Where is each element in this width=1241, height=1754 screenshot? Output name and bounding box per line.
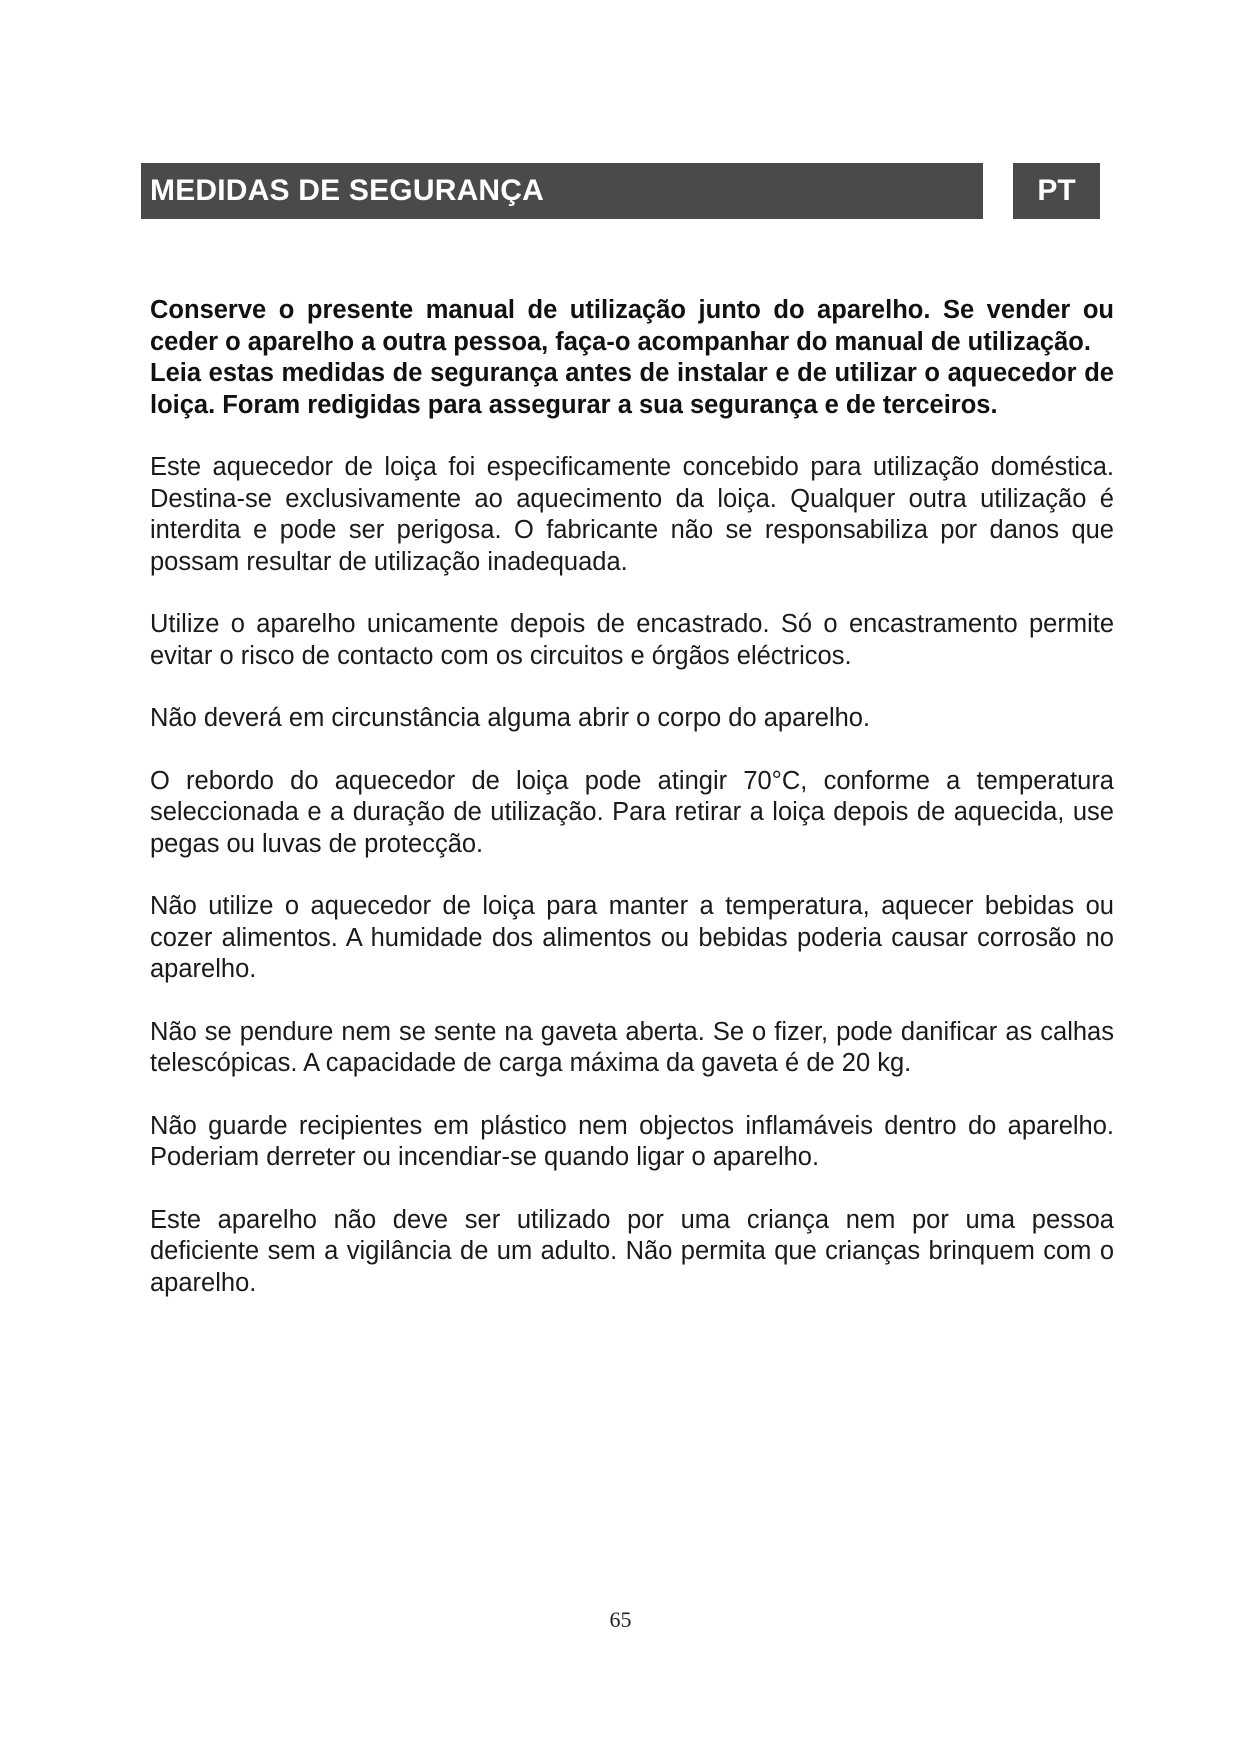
paragraph-no-plastics: Não guarde recipientes em plástico nem objectos inflamáveis dentro do aparelho. Poderiam derreter ou incendiar-se quando ligar o aparelho.	[150, 1111, 1114, 1171]
page-number: 65	[609, 1607, 632, 1632]
intro-paragraph-keep-manual: Conserve o presente manual de utilização junto do aparelho. Se vender ou ceder o aparelho a outra pessoa, faça-o acompanhar do manual de utilização.	[150, 296, 1114, 356]
paragraph-drawer-load: Não se pendure nem se sente na gaveta aberta. Se o fizer, pode danificar as calhas telescópicas. A capacidade de carga máxima da gaveta é de 20 kg.	[150, 1017, 1114, 1077]
intro-paragraph-read-safety: Leia estas medidas de segurança antes de instalar e de utilizar o aquecedor de loiça. Foram redigidas para assegurar a sua segurança e de terceiros.	[150, 359, 1114, 419]
section-title: MEDIDAS DE SEGURANÇA	[141, 163, 983, 219]
intro-notice	[150, 295, 1114, 421]
paragraph-intended-use: Este aquecedor de loiça foi especificamente concebido para utilização doméstica. Destina-se exclusivamente ao aquecimento da loiça. Qualquer outra utilização é interdita e pode ser perigosa. O fabricante não se responsabiliza por danos que possam resultar de utilização inadequada.	[150, 453, 1114, 576]
document-body	[150, 295, 1114, 1330]
paragraph-built-in-only: Utilize o aparelho unicamente depois de encastrado. Só o encastramento permite evitar o risco de contacto com os circuitos e órgãos eléctricos.	[150, 610, 1114, 670]
paragraph-children: Este aparelho não deve ser utilizado por uma criança nem por uma pessoa deficiente sem a vigilância de um adulto. Não permita que crianças brinquem com o aparelho.	[150, 1205, 1114, 1297]
paragraph-do-not-open: Não deverá em circunstância alguma abrir o corpo do aparelho.	[150, 704, 871, 732]
paragraph-hot-edge: O rebordo do aquecedor de loiça pode atingir 70°C, conforme a temperatura seleccionada e a duração de utilização. Para retirar a loiça depois de aquecida, use pegas ou luvas de protecção.	[150, 766, 1114, 858]
language-badge: PT	[1013, 163, 1100, 219]
paragraph-no-food: Não utilize o aquecedor de loiça para manter a temperatura, aquecer bebidas ou cozer alimentos. A humidade dos alimentos ou bebidas poderia causar corrosão no aparelho.	[150, 892, 1114, 983]
